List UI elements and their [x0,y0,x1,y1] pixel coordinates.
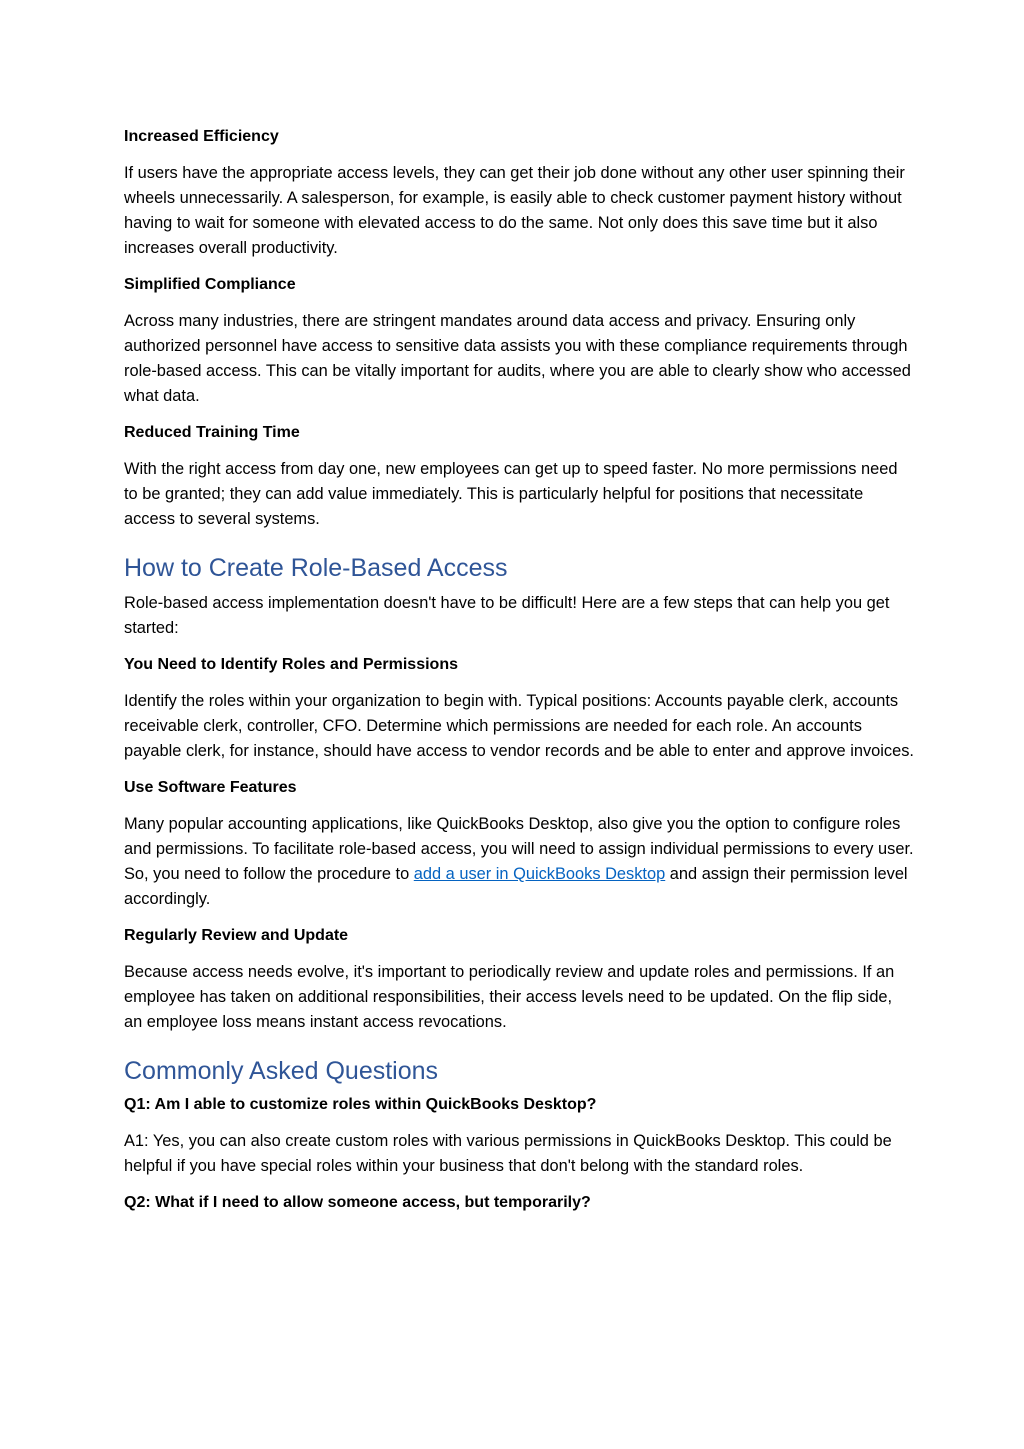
identify-roles-paragraph: Identify the roles within your organization to begin with. Typical positions: Accounts payable clerk, accounts receivable clerk, controller, CFO. Determine which permissions are needed for each role. An accounts payable clerk, for instance, should have access to vendor records and be able to enter and approve invoices. [124,692,914,760]
how-to-title: How to Create Role-Based Access [124,554,508,582]
compliance-heading: Simplified Compliance [124,276,296,293]
document-page [124,126,914,1227]
faq-question-2: Q2: What if I need to allow someone access, but temporarily? [124,1194,591,1211]
training-heading: Reduced Training Time [124,424,300,441]
faq-question-1: Q1: Am I able to customize roles within QuickBooks Desktop? [124,1096,597,1113]
training-paragraph: With the right access from day one, new employees can get up to speed faster. No more permissions need to be granted; they can add value immediately. This is particularly helpful for positions that necessitate access to several systems. [124,460,898,528]
software-text-before: Many popular accounting applications, like QuickBooks Desktop, also give you the option to configure roles and permissions. To facilitate role-based access, you will need to assign individual permissions to every user. So, you need to follow the procedure to [124,815,914,883]
identify-roles-heading: You Need to Identify Roles and Permissions [124,656,458,673]
efficiency-paragraph: If users have the appropriate access levels, they can get their job done without any other user spinning their wheels unnecessarily. A salesperson, for example, is easily able to check customer payment history without having to wait for someone with elevated access to do the same. Not only does this save time but it also increases overall productivity. [124,164,905,257]
add-user-link[interactable]: add a user in QuickBooks Desktop [413,865,666,883]
efficiency-heading: Increased Efficiency [124,128,279,145]
faq-answer-1: A1: Yes, you can also create custom roles with various permissions in QuickBooks Desktop. This could be helpful if you have special roles within your business that don't belong with the standard roles. [124,1132,892,1175]
how-to-intro: Role-based access implementation doesn't have to be difficult! Here are a few steps that can help you get started: [124,594,890,637]
faq-title: Commonly Asked Questions [124,1057,439,1085]
review-update-paragraph: Because access needs evolve, it's important to periodically review and update roles and permissions. If an employee has taken on additional responsibilities, their access levels need to be updated. On the flip side, an employee loss means instant access revocations. [124,963,895,1031]
software-features-heading: Use Software Features [124,779,297,796]
review-update-heading: Regularly Review and Update [124,927,349,944]
software-text-after: and assign their permission level accordingly. [124,865,908,908]
software-features-paragraph [124,812,914,912]
compliance-paragraph: Across many industries, there are stringent mandates around data access and privacy. Ensuring only authorized personnel have access to sensitive data assists you with these compliance requirements through role-based access. This can be vitally important for audits, where you are able to clearly show who accessed what data. [124,312,911,405]
